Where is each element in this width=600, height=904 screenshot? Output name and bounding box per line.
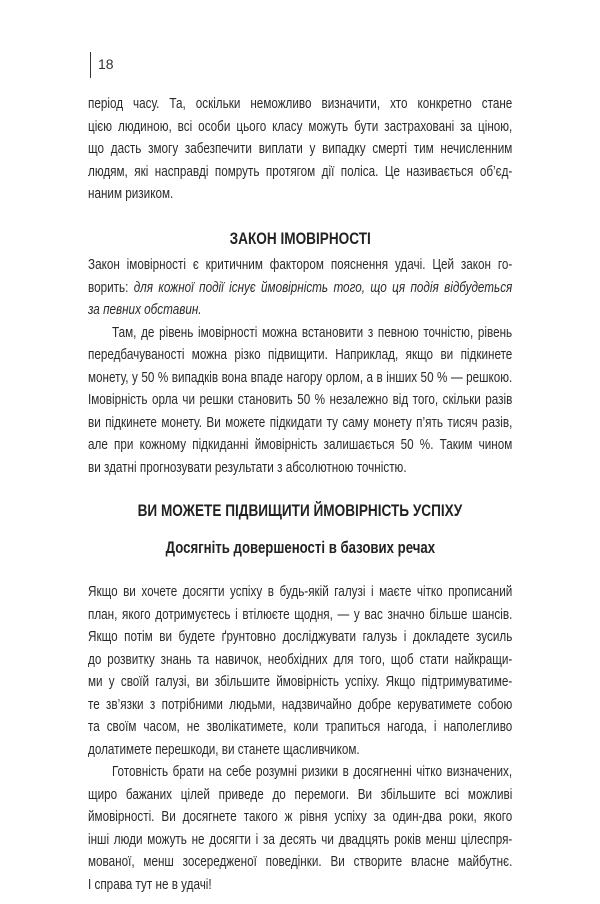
text-line: наним ризиком. xyxy=(88,185,174,202)
text-line: людям, які насправді помруть протягом дії поліса. Це називається об’єд- xyxy=(88,162,513,180)
text-line: Там, де рівень імовірності можна встановити з певною точністю, рівень xyxy=(112,323,513,341)
section-heading-text: ВИ МОЖЕТЕ ПІДВИЩИТИ ЙМОВІРНІСТЬ УСПІХУ xyxy=(137,501,463,520)
text-line: до розвитку знань та навичок, необхідних для того, щоб стати найкращи- xyxy=(88,650,513,668)
text-line: монету, у 50 % випадків вона впаде нагору орлом, а в інших 50 % — решкою. xyxy=(88,368,513,386)
text-line: мованої, менш зосередженої поведінки. Ви створите власне майбутнє. xyxy=(88,853,513,870)
section-heading-text: ЗАКОН ІМОВІРНОСТІ xyxy=(229,229,371,248)
text-line: що дасть змогу забезпечити виплати у випадку смерті тим нечисленним xyxy=(88,140,513,157)
text-line: передбачуваності можна різко підвищити. Наприклад, якщо ви підкинете xyxy=(88,346,513,363)
text-line: ми у своїй галузі, ви збільшите ймовірність успіху. Якщо підтримуватиме- xyxy=(88,673,513,690)
page-number-rule xyxy=(90,52,91,78)
text-line: ви здатні прогнозувати результати з абсолютною точністю. xyxy=(88,458,407,476)
text-line: період часу. Та, оскільки неможливо визначити, хто конкретно стане xyxy=(88,95,513,112)
text-run: ворить: xyxy=(88,278,134,296)
italic-quote: за певних обставин. xyxy=(88,301,202,318)
text-line: І справа тут не в удачі! xyxy=(88,875,212,893)
section-heading xyxy=(88,229,512,249)
text-line: Якщо потім ви будете ґрунтовно досліджувати галузь і докладете зусиль xyxy=(88,628,513,645)
text-line xyxy=(88,299,512,321)
text-line: та своїм часом, не зволікатимете, коли трапиться нагода, і наполегливо xyxy=(88,718,513,735)
text-line: Закон імовірності є критичним фактором пояснення удачі. Цей закон го- xyxy=(88,256,513,273)
page-number: 18 xyxy=(98,56,114,72)
subsection-heading xyxy=(88,539,512,558)
text-line: план, якого дотримуєтесь і втілюєте щодня, — у вас значно більше шансів. xyxy=(88,605,513,623)
text-line: але при кожному підкиданні ймовірність залишається 50 %. Таким чином xyxy=(88,436,513,453)
text-line: цією людиною, всі особи цього класу можуть бути застраховані за ціною, xyxy=(88,117,513,135)
text-line: ймовірності. Ви досягнете такого ж рівня успіху за один-два роки, якого xyxy=(88,808,513,825)
text-line: Якщо ви хочете досягти успіху в будь-якій галузі і маєте чітко прописаний xyxy=(88,583,513,600)
text-line: Імовірність орла чи решки становить 50 % незалежно від того, скільки разів xyxy=(88,391,513,408)
text-line xyxy=(88,277,512,299)
text-line: долатимете перешкоди, ви станете щасливчиком. xyxy=(88,740,360,758)
subsection-heading-text: Досягніть довершеності в базових речах xyxy=(165,539,435,557)
text-line: ви підкинете монету. Ви можете підкидати ту саму монету п’ять тисяч разів, xyxy=(88,413,513,431)
text-line: те зв’язки з потрібними людьми, надзвичайно добре керуватимете собою xyxy=(88,695,513,713)
text-line: інші люди можуть не досягти і за десять чи двадцять років менш цілеспря- xyxy=(88,830,513,848)
section-heading xyxy=(88,501,512,521)
text-line: Готовність брати на себе розумні ризики в досягненні чітко визначених, xyxy=(112,763,513,780)
text-line: щиро бажаних цілей приведе до перемоги. Ви збільшите всі можливі xyxy=(88,785,513,803)
italic-quote: для кожної події існує ймовірність того, що ця подія відбудеться xyxy=(133,278,513,296)
